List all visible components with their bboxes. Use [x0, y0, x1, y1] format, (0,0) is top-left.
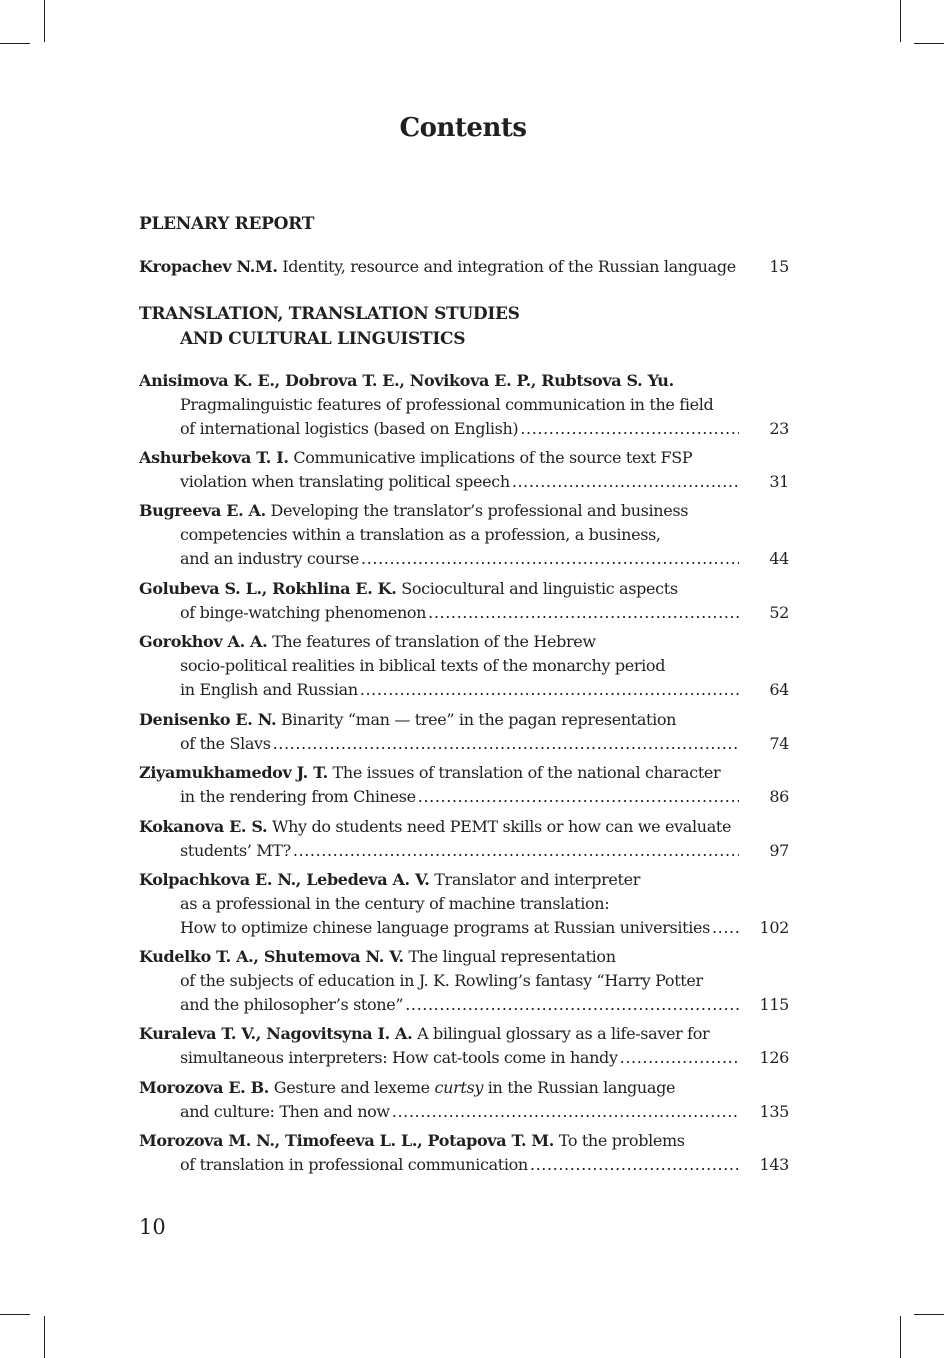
section-heading-translation: [139, 302, 520, 352]
entry-page: 115: [759, 995, 789, 1014]
toc-entry[interactable]: [139, 1076, 789, 1124]
entry-title-line: A bilingual glossary as a life-saver for: [417, 1024, 710, 1043]
entry-authors: Ashurbekova T. I.: [139, 448, 289, 467]
crop-mark: [900, 0, 901, 42]
entry-title-line: and the philosopher’s stone”: [180, 995, 404, 1014]
entry-authors: Golubeva S. L., Rokhlina E. K.: [139, 579, 397, 598]
crop-mark: [0, 43, 30, 44]
entry-title-line: in English and Russian: [180, 680, 358, 699]
toc-entry[interactable]: [139, 446, 789, 494]
toc-entry[interactable]: [139, 577, 789, 625]
entry-authors: Morozova M. N., Timofeeva L. L., Potapova T. M.: [139, 1131, 554, 1150]
toc-entry[interactable]: [139, 868, 789, 940]
entry-title-line: Translator and interpreter: [434, 870, 640, 889]
crop-mark: [44, 0, 45, 42]
entry-title-line: How to optimize chinese language programs at Russian universities: [180, 918, 710, 937]
toc-entry[interactable]: [139, 761, 789, 809]
entry-title-line: The lingual representation: [408, 947, 616, 966]
entry-title-line: of the Slavs: [180, 734, 271, 753]
entry-authors: Kuraleva T. V., Nagovitsyna I. A.: [139, 1024, 413, 1043]
entry-title-line: and culture: Then and now: [180, 1102, 390, 1121]
entry-page: 15: [769, 257, 789, 276]
toc-entry[interactable]: [139, 630, 789, 702]
toc-entry[interactable]: [139, 369, 789, 441]
entry-authors: Morozova E. B.: [139, 1078, 270, 1097]
entry-title-line: socio-political realities in biblical texts of the monarchy period: [180, 656, 666, 675]
toc-entry[interactable]: [139, 815, 789, 863]
entry-page: 74: [769, 734, 789, 753]
entry-page: 44: [769, 549, 789, 568]
entry-title-line: Binarity “man — tree” in the pagan representation: [280, 710, 677, 729]
entry-page: 86: [769, 787, 789, 806]
entry-title-line: simultaneous interpreters: How cat-tools come in handy: [180, 1048, 618, 1067]
entry-page: 126: [759, 1048, 789, 1067]
entry-authors: Kudelko T. A., Shutemova N. V.: [139, 947, 404, 966]
entry-page: 23: [769, 419, 789, 438]
entry-title-line: and an industry course: [180, 549, 360, 568]
entry-title-line: Communicative implications of the source text FSP: [293, 448, 693, 467]
entry-title-line: as a professional in the century of machine translation:: [180, 894, 610, 913]
entry-title-line: in the Russian language: [487, 1078, 676, 1097]
section-heading-plenary: PLENARY REPORT: [139, 214, 315, 234]
entry-page: 97: [769, 841, 789, 860]
entry-page: 31: [769, 472, 789, 491]
entry-title-line: competencies within a translation as a profession, a business,: [180, 525, 661, 544]
toc-entry[interactable]: [139, 499, 789, 571]
entry-title-emphasis: curtsy: [434, 1078, 484, 1097]
entry-title-line: of binge-watching phenomenon: [180, 603, 427, 622]
entry-title-line: violation when translating political speech: [180, 472, 510, 491]
crop-mark: [44, 1316, 45, 1358]
entry-title-line: Why do students need PEMT skills or how can we evaluate: [271, 817, 732, 836]
entry-page: 102: [759, 918, 789, 937]
entry-page: 52: [769, 603, 789, 622]
toc-entry[interactable]: [139, 1129, 789, 1177]
entry-title-line: of international logistics (based on English): [180, 419, 519, 438]
crop-mark: [0, 1314, 30, 1315]
entry-title-line: Sociocultural and linguistic aspects: [401, 579, 678, 598]
entry-authors: Kokanova E. S.: [139, 817, 268, 836]
crop-mark: [914, 1314, 944, 1315]
entry-title-line: The features of translation of the Hebrew: [272, 632, 596, 651]
toc-entry[interactable]: [139, 945, 789, 1017]
section-heading-line1: TRANSLATION, TRANSLATION STUDIES: [139, 304, 520, 324]
toc-entry[interactable]: [139, 1022, 789, 1070]
entry-authors: Ziyamukhamedov J. T.: [139, 763, 328, 782]
crop-mark: [914, 43, 944, 44]
page-title: Contents: [399, 113, 527, 143]
entry-title-line: Gesture and lexeme: [273, 1078, 430, 1097]
entry-title-line: To the problems: [558, 1131, 685, 1150]
toc-entry[interactable]: [139, 708, 789, 756]
entry-title-line: students’ MT?: [180, 841, 291, 860]
entry-title-line: of translation in professional communication: [180, 1155, 528, 1174]
entry-title-line: in the rendering from Chinese: [180, 787, 416, 806]
toc-entry[interactable]: [139, 255, 789, 279]
entry-page: 135: [759, 1102, 789, 1121]
entry-title-line: Pragmalinguistic features of professional communication in the field: [180, 395, 714, 414]
entry-authors: Denisenko E. N.: [139, 710, 277, 729]
entry-authors: Anisimova K. E., Dobrova T. E., Novikova E. P., Rubtsova S. Yu.: [139, 371, 674, 390]
entry-page: 143: [759, 1155, 789, 1174]
entry-authors: Kolpachkova E. N., Lebedeva A. V.: [139, 870, 430, 889]
entry-title-line: The issues of translation of the national character: [332, 763, 721, 782]
section-heading-line2: AND CULTURAL LINGUISTICS: [180, 329, 466, 349]
entry-page: 64: [769, 680, 789, 699]
entry-title-line: of the subjects of education in J. K. Rowling’s fantasy “Harry Potter: [180, 971, 703, 990]
entry-authors: Gorokhov A. A.: [139, 632, 268, 651]
entry-authors: Bugreeva E. A.: [139, 501, 266, 520]
crop-mark: [900, 1316, 901, 1358]
entry-title-line: Developing the translator’s professional and business: [270, 501, 689, 520]
entry-title: Identity, resource and integration of the Russian language: [282, 257, 736, 276]
page-number: 10: [139, 1215, 166, 1239]
entry-authors: Kropachev N.M.: [139, 257, 278, 276]
